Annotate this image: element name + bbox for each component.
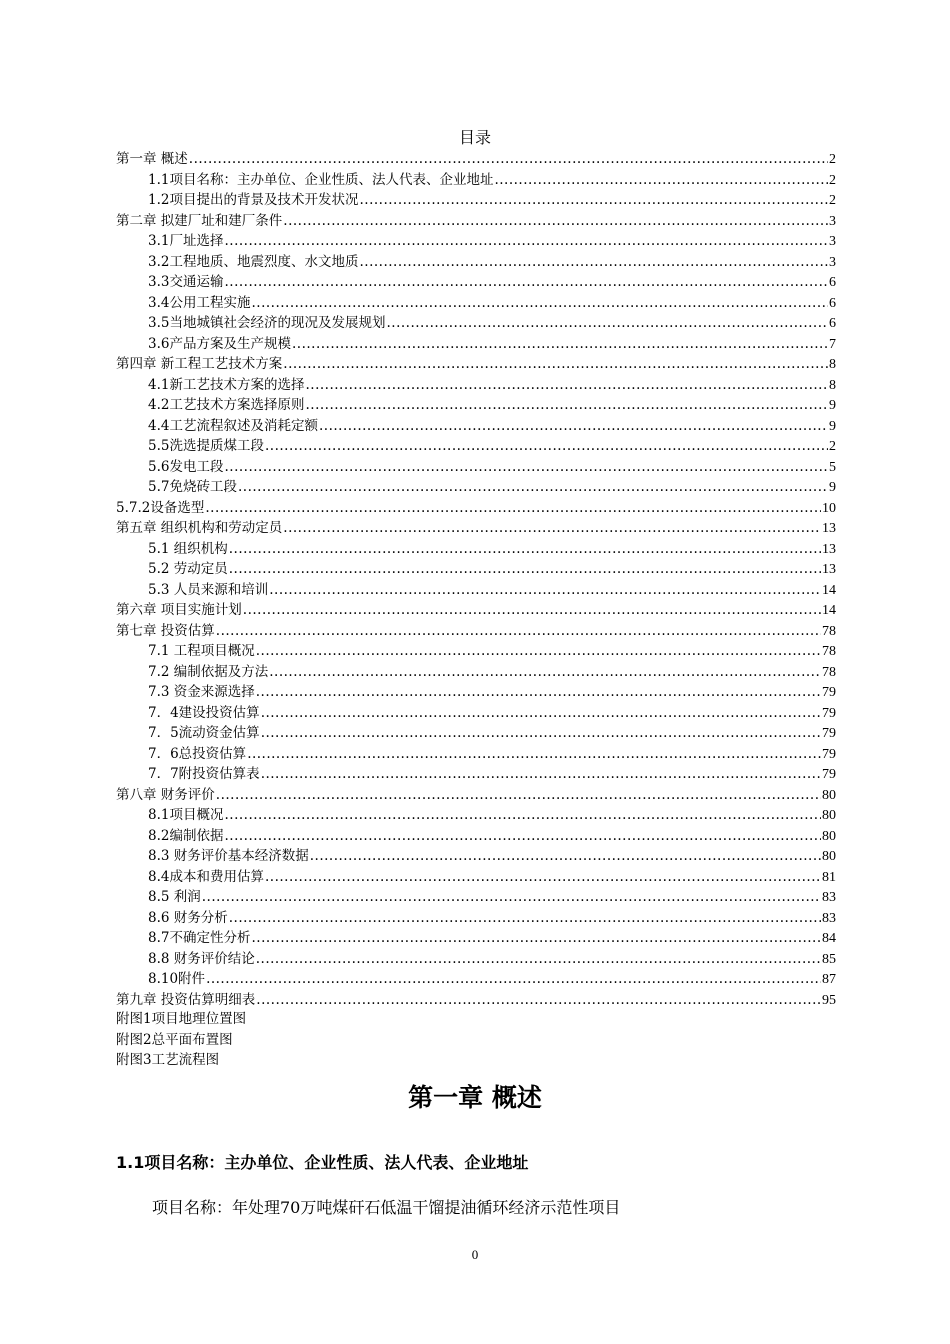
toc-entry[interactable] [116, 149, 836, 170]
toc-entry-page: 3 [829, 254, 836, 270]
page-number: 0 [471, 1247, 479, 1262]
toc-entry-page: 95 [822, 992, 836, 1008]
toc-dot-leader [305, 395, 828, 416]
toc-entry-label: 8.5 利润 [148, 889, 201, 905]
toc-entry-label: 7．5流动资金估算 [148, 725, 260, 741]
toc-entry-label: 8.2编制依据 [148, 827, 224, 844]
appendix-list [116, 1009, 246, 1071]
toc-dot-leader [319, 416, 828, 437]
toc-entry[interactable] [116, 477, 836, 498]
toc-entry[interactable] [116, 498, 836, 519]
toc-dot-leader [269, 662, 821, 683]
toc-dot-leader [229, 559, 821, 580]
toc-entry-page: 14 [822, 582, 836, 598]
toc-entry[interactable] [116, 190, 836, 211]
toc-entry-label: 7．6总投资估算 [148, 745, 247, 762]
toc-entry[interactable] [116, 580, 836, 601]
toc-entry-page: 79 [822, 726, 836, 741]
toc-entry[interactable] [116, 170, 836, 191]
toc-entry-label: 8.10附件 [148, 971, 206, 987]
toc-entry-label: 3.5当地城镇社会经济的现况及发展规划 [148, 315, 386, 331]
toc-entry-label: 8.7不确定性分析 [148, 930, 251, 946]
toc-entry-page: 83 [822, 890, 836, 905]
toc-entry-page: 9 [829, 480, 836, 495]
toc-entry[interactable] [116, 949, 836, 970]
toc-entry-page: 78 [822, 644, 836, 659]
table-of-contents [116, 149, 836, 1010]
toc-entry[interactable] [116, 457, 836, 478]
toc-entry-label: 5.2 劳动定员 [148, 561, 228, 577]
toc-entry-label: 1.2项目提出的背景及技术开发状况 [148, 192, 359, 208]
toc-entry-page: 9 [829, 418, 836, 434]
toc-entry[interactable] [116, 805, 836, 826]
toc-entry-page: 79 [822, 746, 836, 762]
toc-dot-leader [205, 498, 821, 519]
toc-entry-label: 7.1 工程项目概况 [148, 643, 255, 659]
toc-entry-label: 第五章 组织机构和劳动定员 [116, 520, 283, 536]
toc-entry[interactable] [116, 764, 836, 785]
toc-entry[interactable] [116, 785, 836, 806]
toc-entry[interactable] [116, 846, 836, 867]
toc-entry[interactable] [116, 621, 836, 642]
toc-entry-label: 7．7附投资估算表 [148, 766, 260, 782]
toc-entry-page: 2 [829, 193, 836, 208]
toc-entry[interactable] [116, 272, 836, 293]
toc-dot-leader [494, 170, 828, 191]
toc-entry[interactable] [116, 723, 836, 744]
toc-entry[interactable] [116, 826, 836, 847]
toc-entry[interactable] [116, 990, 836, 1011]
toc-entry-label: 5.7.2设备选型 [116, 499, 205, 516]
toc-dot-leader [224, 805, 821, 826]
toc-dot-leader [261, 723, 821, 744]
toc-entry-page: 14 [822, 603, 836, 618]
toc-entry-label: 第七章 投资估算 [116, 622, 215, 639]
toc-entry-page: 13 [822, 562, 836, 577]
toc-dot-leader [305, 375, 828, 396]
toc-entry[interactable] [116, 928, 836, 949]
toc-entry-page: 8 [829, 357, 836, 372]
toc-entry[interactable] [116, 682, 836, 703]
toc-entry[interactable] [116, 416, 836, 437]
appendix-item: 附图2总平面布置图 [116, 1031, 233, 1048]
toc-entry-label: 5.6发电工段 [148, 458, 224, 475]
toc-entry[interactable] [116, 600, 836, 621]
toc-entry-label: 8.4成本和费用估算 [148, 868, 264, 885]
toc-entry-page: 79 [822, 705, 836, 721]
toc-entry-label: 7．4建设投资估算 [148, 704, 260, 721]
toc-entry-label: 4.1新工艺技术方案的选择 [148, 376, 305, 393]
toc-dot-leader [269, 580, 821, 601]
toc-dot-leader [216, 621, 821, 642]
toc-entry-page: 87 [822, 972, 836, 987]
toc-entry-label: 4.2工艺技术方案选择原则 [148, 397, 305, 413]
toc-entry[interactable] [116, 293, 836, 314]
toc-dot-leader [224, 826, 821, 847]
toc-entry-label: 第八章 财务评价 [116, 786, 215, 803]
chapter-heading: 第一章 概述 [408, 1083, 542, 1112]
toc-entry-page: 84 [822, 931, 836, 946]
toc-entry-page: 80 [822, 849, 836, 864]
toc-entry-page: 13 [822, 521, 836, 536]
toc-entry-label: 4.4工艺流程叙述及消耗定额 [148, 417, 318, 434]
body-paragraph: 项目名称：年处理70万吨煤矸石低温干馏提油循环经济示范性项目 [152, 1198, 621, 1217]
toc-entry-page: 79 [822, 685, 836, 700]
toc-entry-label: 3.2工程地质、地震烈度、水文地质 [148, 253, 359, 270]
toc-entry-label: 第四章 新工程工艺技术方案 [116, 356, 283, 372]
appendix-item: 附图1项目地理位置图 [116, 1011, 247, 1027]
toc-dot-leader [386, 313, 828, 334]
toc-entry-label: 5.5洗选提质煤工段 [148, 438, 264, 454]
toc-entry[interactable] [116, 252, 836, 273]
toc-entry-page: 8 [829, 377, 836, 393]
toc-entry-label: 第九章 投资估算明细表 [116, 991, 256, 1008]
toc-dot-leader [265, 867, 821, 888]
toc-entry[interactable] [116, 662, 836, 683]
toc-entry-label: 5.1 组织机构 [148, 540, 228, 557]
toc-dot-leader [310, 846, 821, 867]
toc-dot-leader [265, 436, 828, 457]
toc-dot-leader [206, 969, 821, 990]
toc-entry-label: 8.8 财务评价结论 [148, 950, 255, 967]
toc-dot-leader [261, 703, 821, 724]
toc-entry-label: 7.2 编制依据及方法 [148, 663, 269, 680]
toc-entry-label: 8.1项目概况 [148, 807, 224, 823]
toc-entry[interactable] [116, 395, 836, 416]
toc-entry[interactable] [116, 744, 836, 765]
toc-entry-label: 7.3 资金来源选择 [148, 684, 255, 700]
toc-entry-page: 80 [822, 787, 836, 803]
toc-entry[interactable] [116, 375, 836, 396]
toc-dot-leader [283, 518, 821, 539]
toc-entry[interactable] [116, 231, 836, 252]
toc-dot-leader [256, 949, 821, 970]
toc-entry-page: 2 [829, 172, 836, 188]
toc-entry-page: 7 [829, 336, 836, 352]
toc-entry-page: 80 [822, 808, 836, 823]
toc-entry-label: 3.6产品方案及生产规模 [148, 335, 291, 352]
toc-entry-page: 2 [829, 152, 836, 167]
toc-dot-leader [261, 764, 821, 785]
toc-dot-leader [202, 887, 821, 908]
toc-dot-leader [283, 211, 828, 232]
toc-dot-leader [224, 457, 828, 478]
toc-dot-leader [229, 539, 821, 560]
toc-entry[interactable] [116, 703, 836, 724]
toc-entry-label: 3.1厂址选择 [148, 233, 224, 249]
toc-entry[interactable] [116, 436, 836, 457]
toc-entry-label: 3.4公用工程实施 [148, 294, 251, 311]
toc-dot-leader [256, 682, 821, 703]
toc-entry-page: 85 [822, 951, 836, 967]
toc-entry-page: 13 [822, 541, 836, 557]
toc-entry-label: 8.3 财务评价基本经济数据 [148, 848, 309, 864]
toc-dot-leader [256, 641, 821, 662]
toc-entry-page: 5 [829, 459, 836, 475]
toc-dot-leader [251, 928, 821, 949]
toc-entry[interactable] [116, 518, 836, 539]
toc-entry-page: 3 [829, 234, 836, 249]
toc-entry[interactable] [116, 354, 836, 375]
toc-dot-leader [359, 190, 828, 211]
toc-entry-page: 79 [822, 767, 836, 782]
toc-entry-page: 83 [822, 910, 836, 926]
toc-dot-leader [224, 272, 828, 293]
section-heading: 1.1项目名称：主办单位、企业性质、法人代表、企业地址 [116, 1153, 529, 1172]
toc-entry-label: 3.3交通运输 [148, 274, 224, 290]
toc-entry-label: 8.6 财务分析 [148, 909, 228, 926]
toc-entry[interactable] [116, 908, 836, 929]
appendix-item: 附图3工艺流程图 [116, 1052, 220, 1068]
toc-entry-page: 6 [829, 295, 836, 311]
toc-entry[interactable] [116, 867, 836, 888]
toc-entry-label: 第二章 拟建厂址和建厂条件 [116, 212, 283, 229]
toc-entry[interactable] [116, 887, 836, 908]
toc-entry[interactable] [116, 969, 836, 990]
toc-entry-page: 80 [822, 828, 836, 844]
toc-entry-page: 78 [822, 623, 836, 639]
toc-entry-label: 1.1项目名称：主办单位、企业性质、法人代表、企业地址 [148, 171, 494, 188]
toc-entry[interactable] [116, 641, 836, 662]
toc-dot-leader [251, 293, 828, 314]
toc-entry[interactable] [116, 313, 836, 334]
toc-entry[interactable] [116, 334, 836, 355]
toc-entry-label: 第六章 项目实施计划 [116, 602, 242, 618]
toc-entry-page: 81 [822, 869, 836, 885]
toc-entry-page: 3 [829, 213, 836, 229]
toc-dot-leader [256, 990, 821, 1011]
toc-dot-leader [247, 744, 821, 765]
toc-entry-page: 6 [829, 316, 836, 331]
toc-dot-leader [243, 600, 821, 621]
toc-dot-leader [224, 231, 828, 252]
toc-dot-leader [292, 334, 828, 355]
toc-entry-page: 2 [829, 439, 836, 454]
toc-entry-page: 6 [829, 275, 836, 290]
toc-title: 目录 [458, 128, 491, 147]
toc-dot-leader [283, 354, 828, 375]
toc-entry-page: 9 [829, 398, 836, 413]
toc-entry[interactable] [116, 211, 836, 232]
toc-dot-leader [359, 252, 828, 273]
toc-dot-leader [216, 785, 821, 806]
toc-entry[interactable] [116, 539, 836, 560]
toc-entry-page: 10 [822, 500, 836, 516]
toc-dot-leader [238, 477, 828, 498]
toc-dot-leader [229, 908, 821, 929]
toc-entry-label: 5.3 人员来源和培训 [148, 581, 269, 598]
toc-entry-label: 第一章 概述 [116, 151, 188, 167]
toc-entry-page: 78 [822, 664, 836, 680]
toc-entry-label: 5.7免烧砖工段 [148, 479, 237, 495]
toc-entry[interactable] [116, 559, 836, 580]
toc-dot-leader [189, 149, 828, 170]
